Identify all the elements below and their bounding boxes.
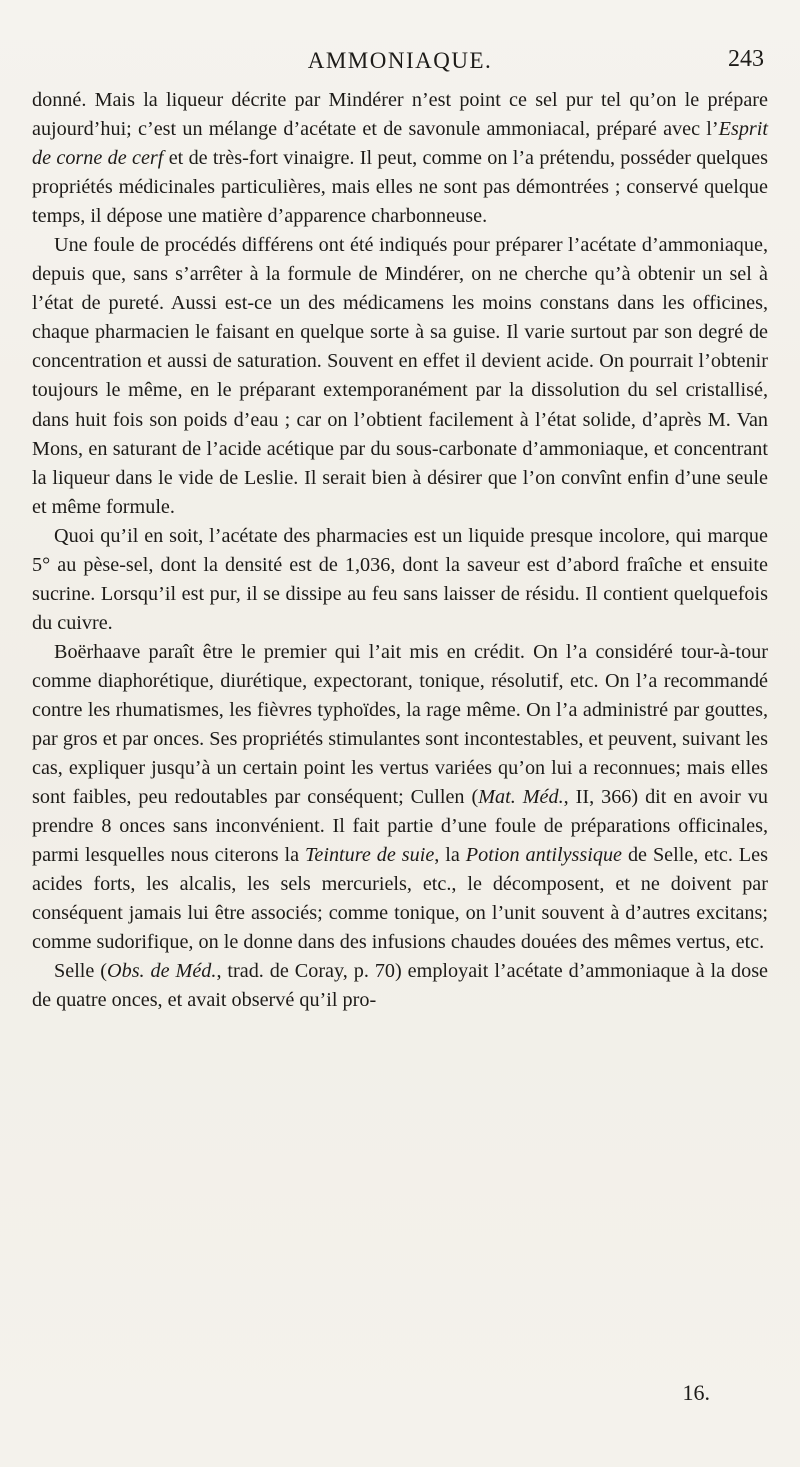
italic-text: Esprit de corne de cerf bbox=[32, 118, 768, 170]
text-run: de Selle, etc. Les acides forts, les alcalis, les sels mercuriels, etc., le décomposent, et ne doivent par conséquent jamais lui être associés; comme tonique, on l’unit souvent à d’autres excitans; comme sudorifique, on le donne dans des infusions chaudes douées des mêmes vertus, etc. bbox=[32, 844, 768, 954]
paragraph bbox=[32, 638, 768, 958]
body-text bbox=[32, 86, 768, 1016]
text-run: , II, 366) dit en avoir vu prendre 8 onces sans inconvénient. Il fait partie d’une foule de préparations officinales, parmi lesquelles nous citerons la bbox=[32, 786, 769, 867]
text-run: donné. Mais la liqueur décrite par Mindérer n’est point ce sel pur tel qu’on le prépare aujourd’hui; c’est un mélange d’acétate et de savonule ammoniacal, préparé avec l’ bbox=[32, 89, 768, 141]
paragraph bbox=[32, 86, 768, 231]
paragraph bbox=[32, 522, 768, 638]
italic-text: Mat. Méd. bbox=[478, 786, 564, 809]
text-run: Quoi qu’il en soit, l’acétate des pharmacies est un liquide presque incolore, qui marque 5° au pèse-sel, dont la densité est de 1,036, dont la saveur est d’abord fraîche et ensuite sucrine. Lorsqu’il est pur, il se dissipe au feu sans laisser de résidu. Il contient quelquefois du cuivre. bbox=[32, 524, 768, 634]
running-title: AMMONIAQUE. bbox=[307, 48, 493, 73]
text-run: Une foule de procédés différens ont été indiqués pour préparer l’acétate d’ammoniaque, depuis que, sans s’arrêter à la formule de Mindérer, on ne cherche qu’à obtenir un sel à l’état de pureté. Aussi est-ce un des médicamens les moins constans dans les officines, chaque pharmacien le faisant en quelque sorte à sa guise. Il varie surtout par son degré de concentration et aussi de saturation. Souvent en effet il devient acide. On pourrait l’obtenir toujours le même, en le préparant extemporanément par la dissolution du sel cristallisé, dans huit fois son poids d’eau ; car on l’obtient facilement à l’état solide, d’après M. Van Mons, en saturant de l’acide acétique par du sous-carbonate d’ammoniaque, et concentrant la liqueur dans le vide de Leslie. Il serait bien à désirer que l’on convînt enfin d’une seule et même formule. bbox=[32, 234, 768, 518]
italic-text: Potion antilyssique bbox=[465, 844, 622, 867]
paragraph bbox=[32, 957, 768, 1015]
italic-text: Obs. de Méd. bbox=[107, 960, 217, 983]
text-run: , trad. de Coray, p. 70) employait l’acétate d’ammoniaque à la dose de quatre onces, et avait observé qu’il pro- bbox=[32, 960, 769, 1012]
text-run: et de très-fort vinaigre. Il peut, comme on l’a prétendu, posséder quelques propriétés médicinales particulières, mais elles ne sont pas démontrées ; conservé quelque temps, il dépose une matière d’apparence charbonneuse. bbox=[32, 147, 768, 228]
page-number: 243 bbox=[728, 46, 764, 72]
running-head bbox=[0, 44, 800, 78]
text-run: , la bbox=[434, 844, 466, 867]
paragraph bbox=[32, 231, 768, 521]
text-run: Boërhaave paraît être le premier qui l’ait mis en crédit. On l’a considéré tour-à-tour comme diaphorétique, diurétique, expectorant, tonique, résolutif, etc. On l’a recommandé contre les rhumatismes, les fièvres typhoïdes, la rage même. On l’a administré par gouttes, par gros et par onces. Ses propriétés stimulantes sont incontestables, et peuvent, suivant les cas, expliquer jusqu’à un certain point les vertus variées qu’on lui a reconnues; mais elles sont faibles, peu redoutables par conséquent; Cullen ( bbox=[32, 640, 768, 809]
signature-mark: 16. bbox=[682, 1380, 710, 1405]
italic-text: Teinture de suie bbox=[305, 844, 435, 867]
text-run: Selle ( bbox=[54, 960, 108, 983]
